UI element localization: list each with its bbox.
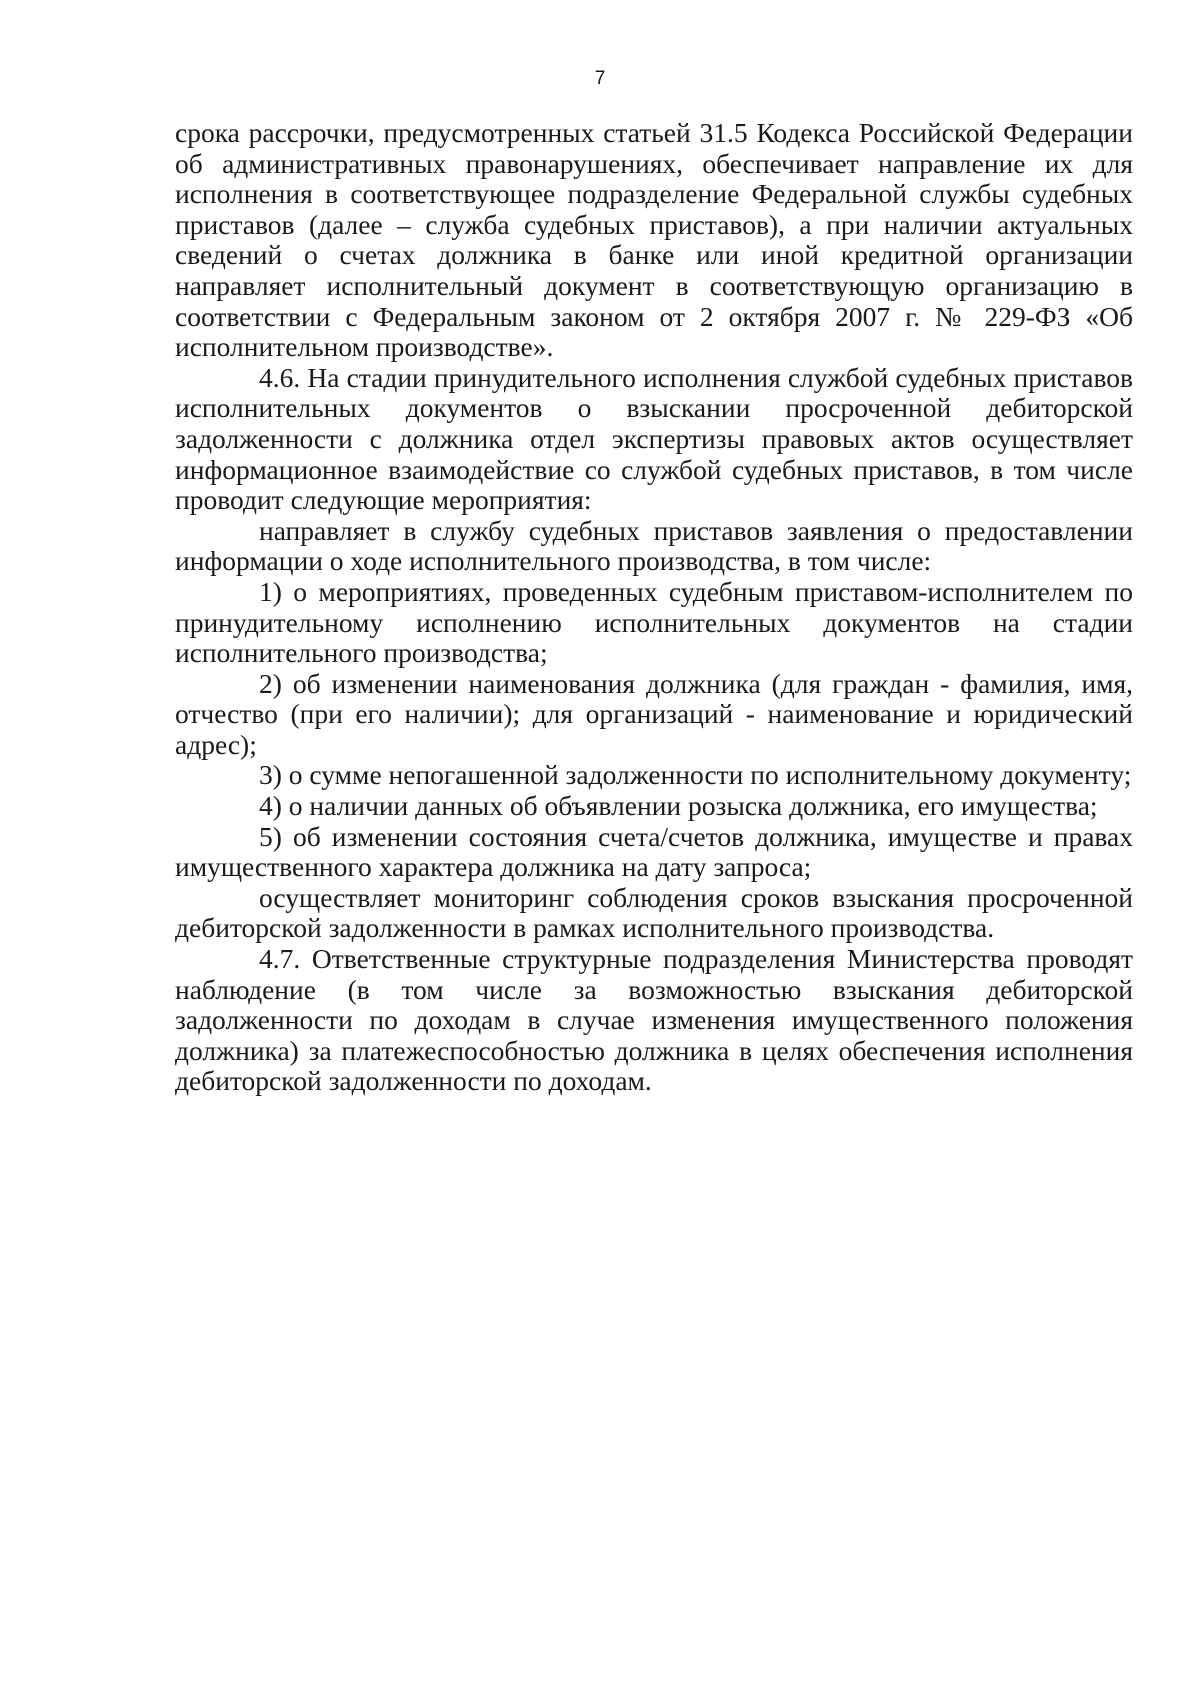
paragraph-4-6: 4.6. На стадии принудительного исполнения службой судебных приставов исполнительных документов о взыскании просроченной дебиторской задолженности с должника отдел экспертизы правовых актов осуществляет информационное взаимодействие со службой судебных приставов, в том числе проводит следующие мероприятия: [175, 361, 1133, 516]
list-item-3: 3) о сумме непогашенной задолженности по исполнительному документу; [259, 759, 1132, 791]
list-item-2: 2) об изменении наименования должника (для граждан - фамилия, имя, отчество (при его наличии); для организаций - наименование и юридический адрес); [175, 667, 1133, 760]
list-item-1: 1) о мероприятиях, проведенных судебным приставом-исполнителем по принудительному исполнению исполнительных документов на стадии исполнительного производства; [175, 575, 1133, 669]
paragraph-4-7: 4.7. Ответственные структурные подразделения Министерства проводят наблюдение (в том числе за возможностью взыскания дебиторской задолженности по доходам в случае изменения имущественного положения должника) за платежеспособностью должника в целях обеспечения исполнения дебиторской задолженности по доходам. [175, 943, 1133, 1097]
paragraph-continuation: срока рассрочки, предусмотренных статьей 31.5 Кодекса Российской Федерации об административных правонарушениях, обеспечивает направление их для исполнения в соответствующее подразделение Федеральной службы судебных приставов (далее – служба судебных приставов), а при наличии актуальных сведений о счетах должника в банке или иной кредитной организации направляет исполнительный документ в соответствующую организацию в соответствии с Федеральным законом от 2 октября 2007 г. № 229-ФЗ «Об исполнительном производстве». [175, 117, 1133, 363]
document-body [175, 118, 1133, 1097]
paragraph-requests: направляет в службу судебных приставов заявления о предоставлении информации о ходе исполнительного производства, в том числе: [175, 514, 1133, 577]
list-item-5: 5) об изменении состояния счета/счетов должника, имуществе и правах имущественного характера должника на дату запроса; [175, 820, 1133, 883]
list-item-4: 4) о наличии данных об объявлении розыска должника, его имущества; [259, 790, 1098, 822]
page-number: 7 [594, 68, 606, 89]
paragraph-monitoring: осуществляет мониторинг соблюдения сроков взыскания просроченной дебиторской задолженности в рамках исполнительного производства. [175, 881, 1133, 944]
